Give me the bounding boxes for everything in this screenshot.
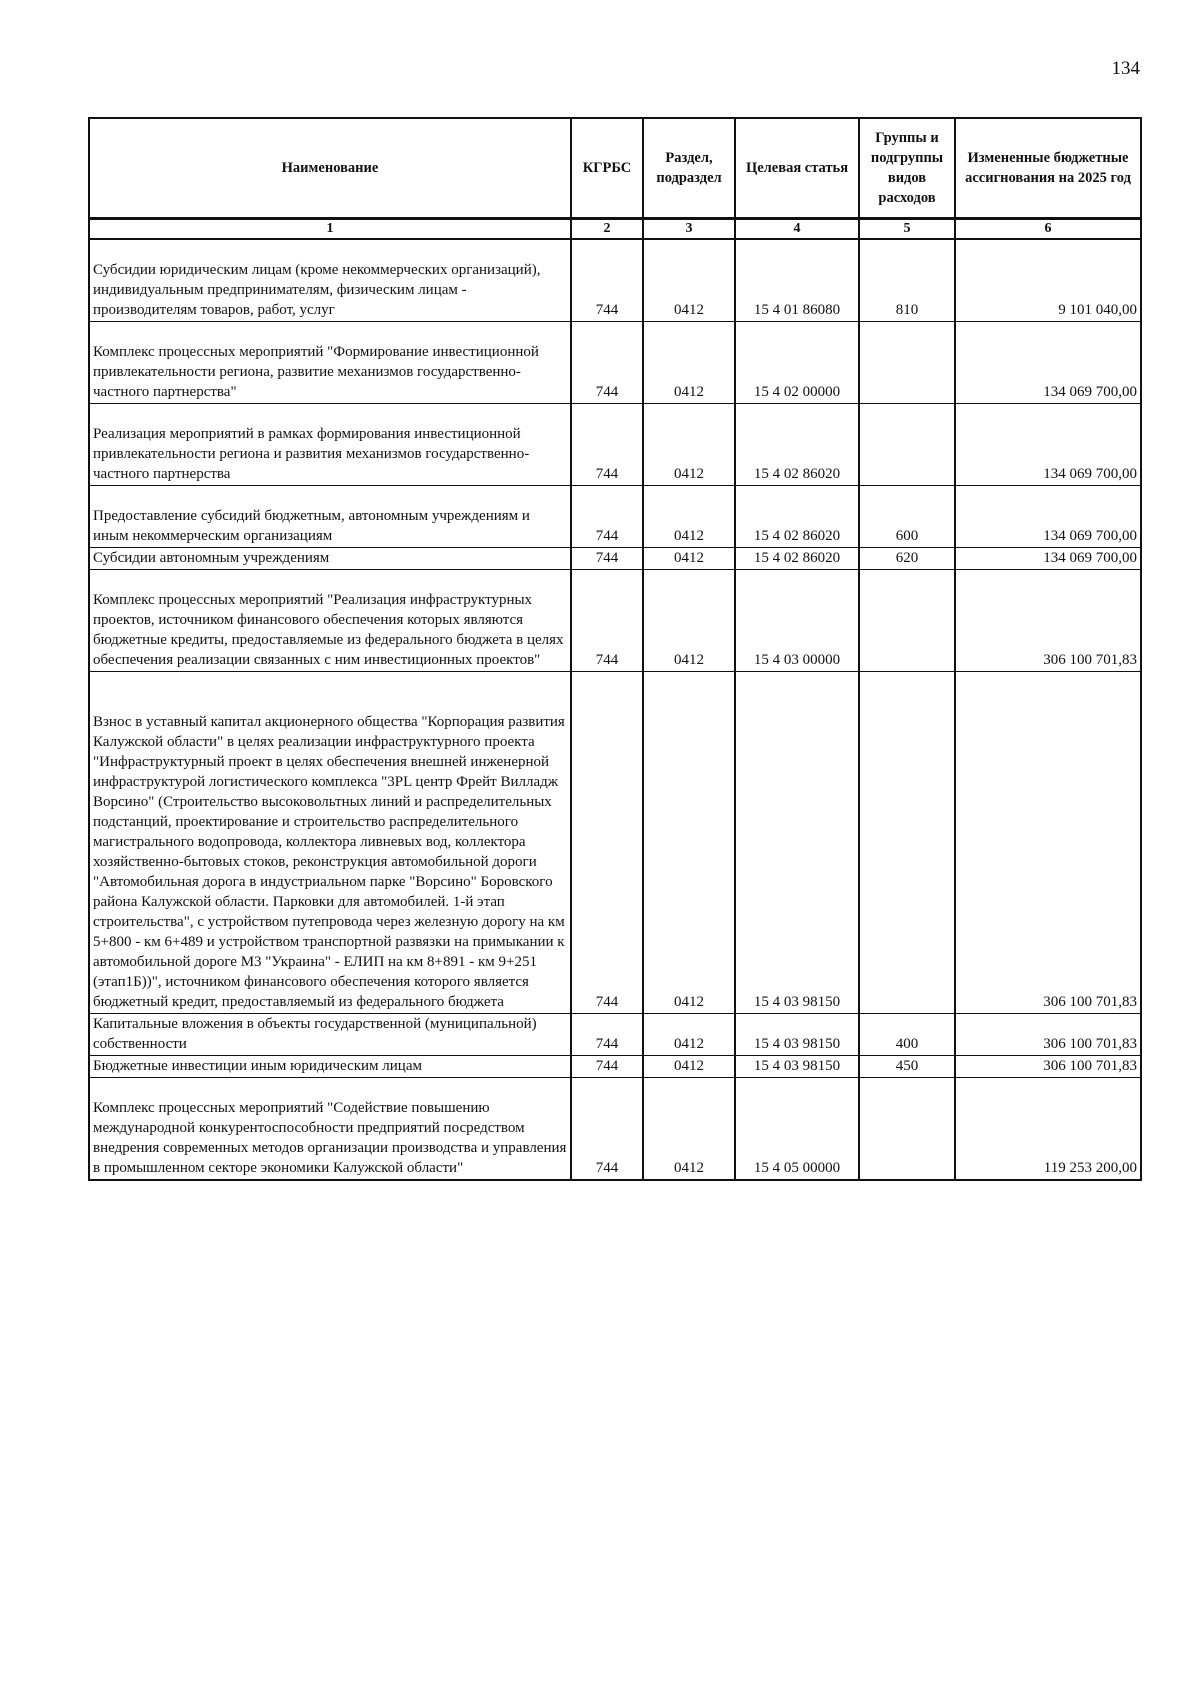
table-header — [89, 118, 1141, 219]
row-target: 15 4 02 86020 — [735, 486, 859, 548]
row-name-text: Взнос в уставный капитал акционерного общества "Корпорация развития Калужской области" в целях реализации инфраструктурного проекта "Инфраструктурный проект в целях обеспечения внешней инженерной инфраструктурой логистического комплекса "3PL центр Фрейт Вилладж Ворсино" (Строительство высоковольтных линий и распределительных подстанций, проектирование и строительство распределительного магистрального водопровода, коллектора ливневых вод, коллектора хозяйственно-бытовых стоков, реконструкция автомобильной дороги "Автомобильная дорога в индустриальном парке "Ворсино" Боровского района Калужской области. Парковки для автомобилей. 1-й этап строительства", с устройством путепровода через железную дорогу на км 5+800 - км 6+489 и устройством транспортной развязки на примыкании к автомобильной дороге М3 "Украина" - ЕЛИП на км 8+891 - км 9+251 (этап1Б))", источником финансового обеспечения которого является бюджетный кредит, предоставляемый из федерального бюджета — [93, 714, 565, 1010]
row-name-text: Субсидии автономным учреждениям — [93, 550, 330, 566]
row-name-text: Комплекс процессных мероприятий "Формирование инвестиционной привлекательности региона, развитие механизмов государственно-частного партнерства" — [93, 344, 539, 400]
row-name-text: Комплекс процессных мероприятий "Реализация инфраструктурных проектов, источником финансового обеспечения которых являются бюджетные кредиты, предоставляемые из федерального бюджета в целях обеспечения реализации связанных с ним инвестиционных проектов" — [93, 592, 564, 668]
row-kgrbs: 744 — [571, 570, 643, 672]
row-kgrbs: 744 — [571, 548, 643, 570]
table-row — [89, 322, 1141, 404]
table-row — [89, 239, 1141, 322]
row-group — [859, 1078, 955, 1181]
column-numbers-row — [89, 219, 1141, 240]
row-group: 810 — [859, 239, 955, 322]
header-amount: Измененные бюджетные ассигнования на 2025 год — [955, 118, 1141, 219]
row-amount: 306 100 701,83 — [955, 1014, 1141, 1056]
row-name-text: Предоставление субсидий бюджетным, автономным учреждениям и иным некоммерческим организациям — [93, 508, 530, 544]
table-row — [89, 548, 1141, 570]
row-name — [89, 1056, 571, 1078]
page-number: 134 — [1111, 58, 1140, 79]
row-amount: 306 100 701,83 — [955, 570, 1141, 672]
column-number: 2 — [571, 219, 643, 240]
row-name — [89, 322, 571, 404]
row-group — [859, 404, 955, 486]
row-target: 15 4 02 86020 — [735, 548, 859, 570]
row-kgrbs: 744 — [571, 486, 643, 548]
row-name — [89, 404, 571, 486]
row-name — [89, 239, 571, 322]
column-number: 5 — [859, 219, 955, 240]
row-kgrbs: 744 — [571, 1078, 643, 1181]
row-name — [89, 1014, 571, 1056]
table-row — [89, 1056, 1141, 1078]
header-kgrbs: КГРБС — [571, 118, 643, 219]
row-target: 15 4 02 00000 — [735, 322, 859, 404]
row-target: 15 4 03 98150 — [735, 672, 859, 1014]
row-kgrbs: 744 — [571, 672, 643, 1014]
table-row — [89, 404, 1141, 486]
row-name-text: Капитальные вложения в объекты государственной (муниципальной) собственности — [93, 1016, 537, 1052]
row-section: 0412 — [643, 1056, 735, 1078]
header-target: Целевая статья — [735, 118, 859, 219]
row-amount: 134 069 700,00 — [955, 322, 1141, 404]
row-section: 0412 — [643, 672, 735, 1014]
row-section: 0412 — [643, 239, 735, 322]
row-kgrbs: 744 — [571, 322, 643, 404]
column-number: 1 — [89, 219, 571, 240]
table-row — [89, 486, 1141, 548]
row-section: 0412 — [643, 570, 735, 672]
table-row — [89, 1078, 1141, 1181]
row-amount: 306 100 701,83 — [955, 1056, 1141, 1078]
row-name — [89, 486, 571, 548]
row-group: 620 — [859, 548, 955, 570]
row-name-text: Бюджетные инвестиции иным юридическим лицам — [93, 1058, 422, 1074]
row-target: 15 4 05 00000 — [735, 1078, 859, 1181]
row-kgrbs: 744 — [571, 239, 643, 322]
row-group — [859, 322, 955, 404]
row-section: 0412 — [643, 486, 735, 548]
row-name — [89, 1078, 571, 1181]
row-section: 0412 — [643, 1014, 735, 1056]
row-target: 15 4 01 86080 — [735, 239, 859, 322]
row-amount: 119 253 200,00 — [955, 1078, 1141, 1181]
table-row — [89, 672, 1141, 1014]
row-amount: 306 100 701,83 — [955, 672, 1141, 1014]
row-section: 0412 — [643, 1078, 735, 1181]
column-number: 4 — [735, 219, 859, 240]
row-group: 600 — [859, 486, 955, 548]
row-group: 400 — [859, 1014, 955, 1056]
table-row — [89, 570, 1141, 672]
row-group: 450 — [859, 1056, 955, 1078]
row-target: 15 4 03 98150 — [735, 1014, 859, 1056]
header-name: Наименование — [89, 118, 571, 219]
row-amount: 9 101 040,00 — [955, 239, 1141, 322]
row-amount: 134 069 700,00 — [955, 404, 1141, 486]
row-amount: 134 069 700,00 — [955, 548, 1141, 570]
row-name — [89, 672, 571, 1014]
row-group — [859, 672, 955, 1014]
row-group — [859, 570, 955, 672]
row-name-text: Субсидии юридическим лицам (кроме некоммерческих организаций), индивидуальным предпринимателям, физическим лицам - производителям товаров, работ, услуг — [93, 262, 541, 318]
row-name-text: Реализация мероприятий в рамках формирования инвестиционной привлекательности региона и развития механизмов государственно-частного партнерства — [93, 426, 530, 482]
row-target: 15 4 03 00000 — [735, 570, 859, 672]
budget-table — [88, 117, 1142, 1181]
row-target: 15 4 03 98150 — [735, 1056, 859, 1078]
row-name — [89, 548, 571, 570]
row-kgrbs: 744 — [571, 1014, 643, 1056]
row-section: 0412 — [643, 404, 735, 486]
row-section: 0412 — [643, 548, 735, 570]
row-name-text: Комплекс процессных мероприятий "Содействие повышению международной конкурентоспособности предприятий посредством внедрения современных методов организации производства и управления в промышленном секторе экономики Калужской области" — [93, 1100, 567, 1176]
row-amount: 134 069 700,00 — [955, 486, 1141, 548]
table-row — [89, 1014, 1141, 1056]
column-number: 3 — [643, 219, 735, 240]
row-target: 15 4 02 86020 — [735, 404, 859, 486]
row-kgrbs: 744 — [571, 404, 643, 486]
header-groups: Группы и подгруппы видов расходов — [859, 118, 955, 219]
row-name — [89, 570, 571, 672]
row-kgrbs: 744 — [571, 1056, 643, 1078]
row-section: 0412 — [643, 322, 735, 404]
header-section: Раздел, подраздел — [643, 118, 735, 219]
column-number: 6 — [955, 219, 1141, 240]
